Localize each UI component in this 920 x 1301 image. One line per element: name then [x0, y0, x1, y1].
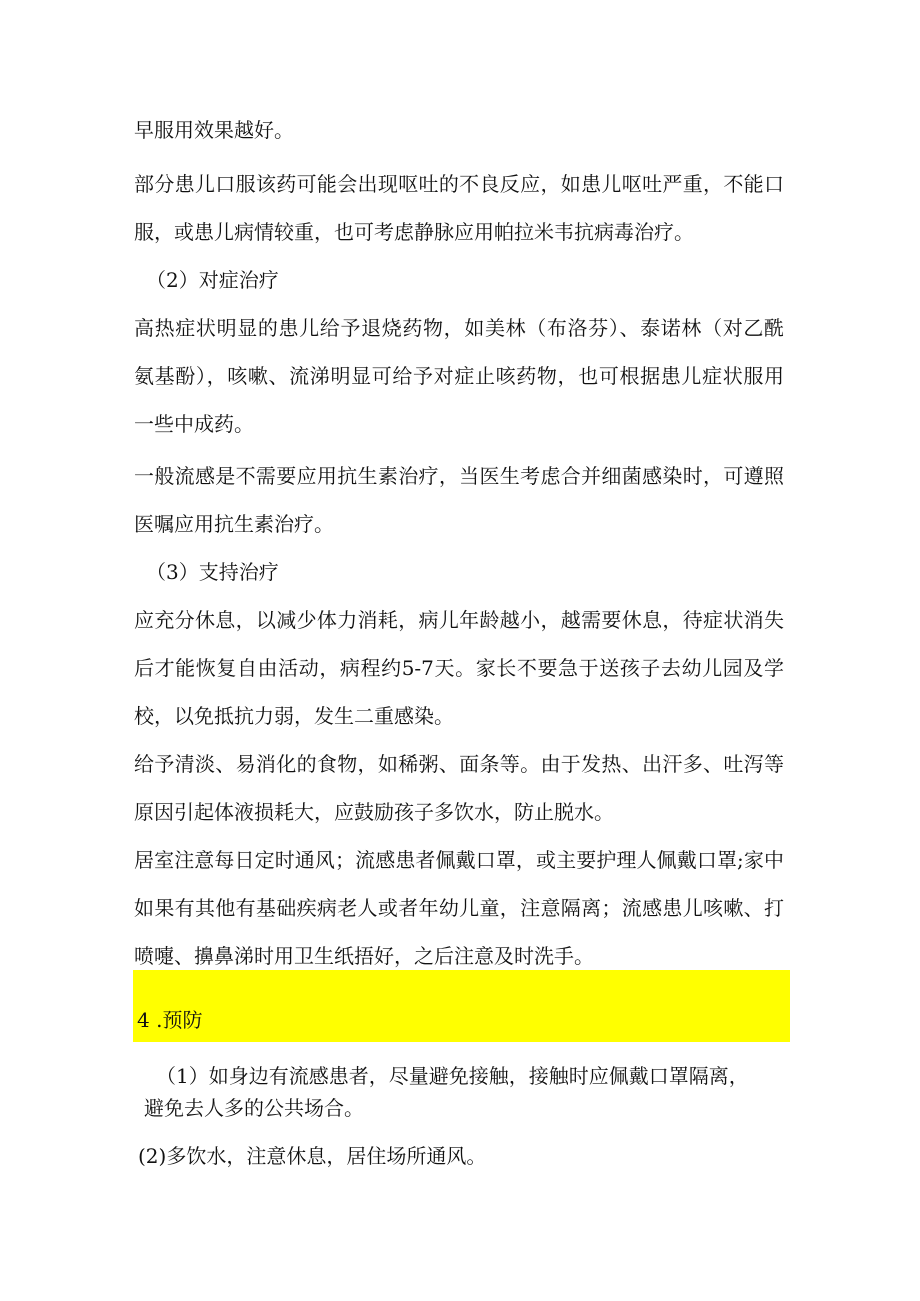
body-line: 原因引起体液损耗大，应鼓励孩子多饮水，防止脱水。 [134, 800, 614, 824]
body-line: 服，或患儿病情较重，也可考虑静脉应用帕拉米韦抗病毒治疗。 [134, 220, 694, 244]
body-line: 给予清淡、易消化的食物，如稀粥、面条等。由于发热、出汗多、吐泻等 [134, 752, 784, 776]
body-line: 校，以免抵抗力弱，发生二重感染。 [134, 704, 454, 728]
list-item: （1）如身边有流感患者，尽量避免接触，接触时应佩戴口罩隔离， [156, 1064, 749, 1088]
list-item: (2)多饮水，注意休息，居住场所通风。 [138, 1144, 487, 1168]
body-line: 一些中成药。 [134, 412, 254, 436]
body-line: 喷嚏、擤鼻涕时用卫生纸捂好，之后注意及时洗手。 [134, 944, 594, 968]
body-line: 一般流感是不需要应用抗生素治疗，当医生考虑合并细菌感染时，可遵照 [134, 464, 784, 488]
body-line: 氨基酚），咳嗽、流涕明显可给予对症止咳药物，也可根据患儿症状服用 [134, 364, 784, 388]
section-heading: （3）支持治疗 [146, 560, 279, 584]
body-line: 高热症状明显的患儿给予退烧药物，如美林（布洛芬）、泰诺林（对乙酰 [134, 316, 784, 340]
section-highlight [133, 970, 790, 1042]
body-line: 后才能恢复自由活动，病程约5-7天。家长不要急于送孩子去幼儿园及学 [134, 656, 784, 680]
body-line: 医嘱应用抗生素治疗。 [134, 512, 334, 536]
body-line: 应充分休息，以减少体力消耗，病儿年龄越小，越需要休息，待症状消失 [134, 608, 784, 632]
body-line: 如果有其他有基础疾病老人或者年幼儿童，注意隔离；流感患儿咳嗽、打 [134, 896, 784, 920]
list-item-continuation: 避免去人多的公共场合。 [144, 1096, 364, 1120]
body-line: 早服用效果越好。 [134, 118, 294, 142]
body-line: 部分患儿口服该药可能会出现呕吐的不良反应，如患儿呕吐严重，不能口 [134, 172, 784, 196]
section-heading: （2）对症治疗 [146, 268, 279, 292]
body-line: 居室注意每日定时通风；流感患者佩戴口罩，或主要护理人佩戴口罩;家中 [134, 848, 784, 872]
section-heading-prevention: 4 .预防 [137, 1008, 203, 1032]
